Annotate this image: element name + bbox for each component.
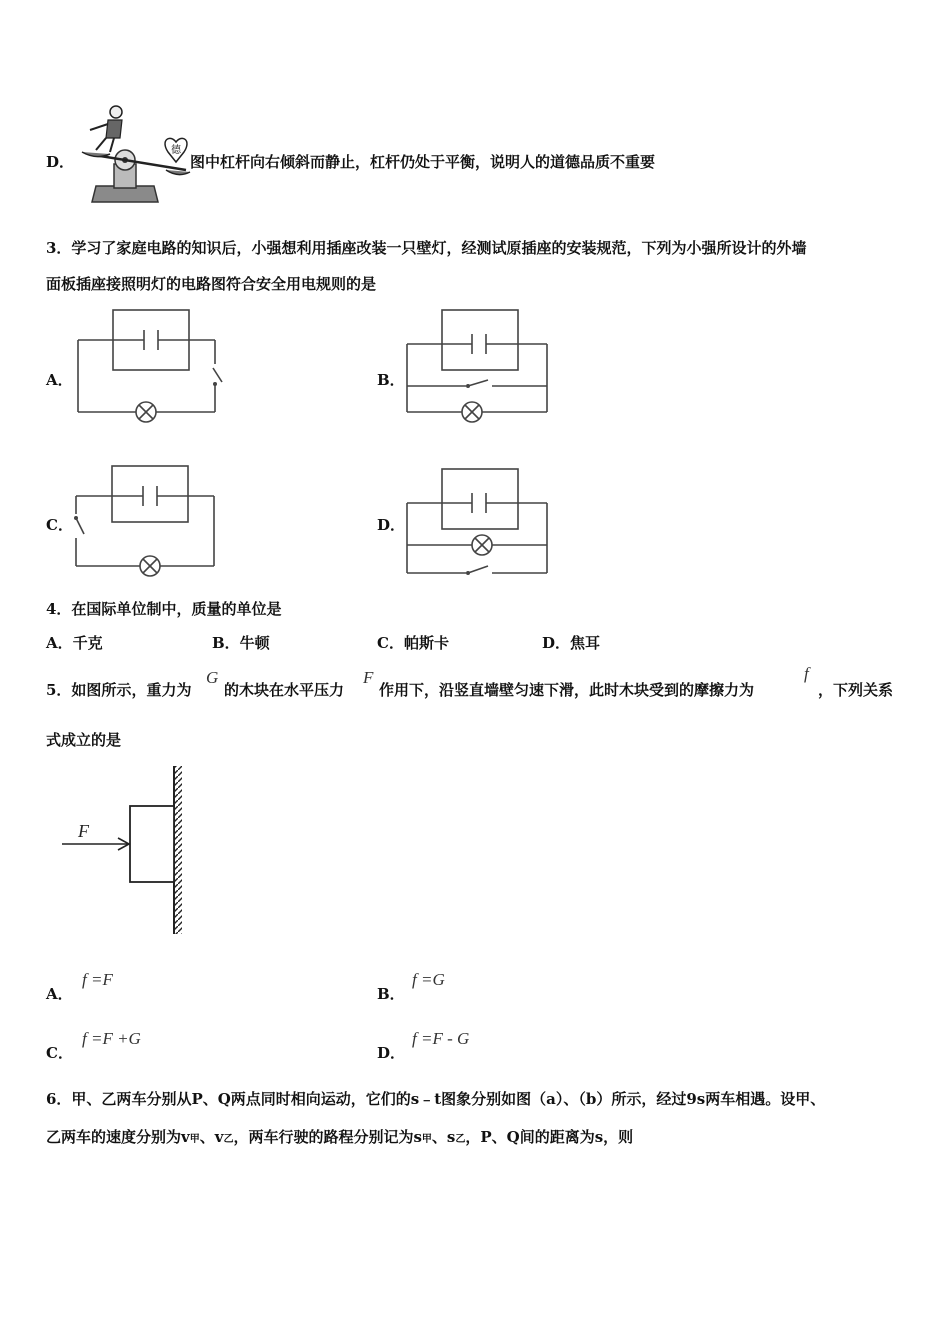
q4-option-a: A．千克 (46, 634, 103, 652)
q6-stem-line2 (46, 1127, 633, 1150)
q6-sub-yi-2: 乙 (455, 1134, 466, 1145)
heart-label: 德 (171, 145, 181, 156)
q5-option-c-formula: f =F +G (82, 1029, 141, 1048)
q4-option-d: D．焦耳 (542, 634, 601, 652)
q5-option-a-label: A． (46, 985, 73, 1003)
q6-line2-part1: 乙两车的速度分别为v (46, 1128, 190, 1146)
q6-line2-part3: ，两车行驶的路程分别记为s (233, 1128, 422, 1146)
block-on-wall-figure (58, 764, 188, 936)
q5-option-d-formula: f =F - G (412, 1029, 470, 1048)
q6-sub-yi: 乙 (223, 1134, 234, 1145)
q5-symbol-g: G (206, 668, 219, 687)
q6-sub-jia: 甲 (189, 1134, 200, 1145)
q5-stem-part1: 5．如图所示，重力为 (46, 681, 192, 699)
q5-option-a-formula: f =F (82, 970, 113, 989)
q5-stem-part3: 作用下，沿竖直墙壁匀速下滑，此时木块受到的摩擦力为 (379, 681, 755, 699)
lever-balance-illustration (78, 100, 188, 210)
q4-option-b: B．牛顿 (212, 634, 270, 652)
q6-stem-line1: 6．甲、乙两车分别从P、Q两点同时相向运动，它们的s﹣t图象分别如图（a）、（b）所示，经过9s两车相遇。设甲、 (46, 1090, 826, 1108)
q3-option-d-label: D． (377, 516, 406, 534)
q6-line2-part4: 、s (431, 1128, 456, 1146)
q6-line2-part5: ，P、Q间的距离为s，则 (465, 1128, 634, 1146)
q3-option-c-label: C． (46, 516, 73, 534)
q2-option-d-text: 图中杠杆向右倾斜而静止，杠杆仍处于平衡，说明人的道德品质不重要 (190, 153, 656, 171)
q5-stem-part4: ，下列关系 (818, 681, 894, 699)
q5-stem-line2: 式成立的是 (46, 731, 122, 749)
q5-symbol-f-friction: f (804, 664, 809, 683)
q4-stem: 4．在国际单位制中，质量的单位是 (46, 600, 282, 618)
q5-option-b-formula: f =G (412, 970, 445, 989)
q6-line2-part2: 、v (199, 1128, 224, 1146)
q5-option-c-label: C． (46, 1044, 73, 1062)
q5-symbol-f-force: F (363, 668, 374, 687)
q3-option-a-label: A． (46, 371, 73, 389)
q3-stem-line2: 面板插座接照明灯的电路图符合安全用电规则的是 (46, 275, 377, 293)
q5-option-b-label: B． (377, 985, 405, 1003)
circuit-diagram-d (402, 465, 552, 585)
q4-option-c: C．帕斯卡 (377, 634, 449, 652)
circuit-diagram-a (70, 306, 230, 426)
q3-option-b-label: B． (377, 371, 405, 389)
q6-sub-jia-2: 甲 (421, 1134, 432, 1145)
q3-stem-line1: 3．学习了家庭电路的知识后，小强想利用插座改装一只壁灯，经测试原插座的安装规范，下列为小强所设计的外墙 (46, 239, 807, 257)
circuit-diagram-b (402, 306, 552, 426)
q5-option-d-label: D． (377, 1044, 406, 1062)
circuit-diagram-c (70, 462, 230, 582)
q5-stem-part2: 的木块在水平压力 (224, 681, 345, 699)
q2-option-d-label: D． (46, 153, 75, 171)
force-label: F (78, 821, 89, 841)
